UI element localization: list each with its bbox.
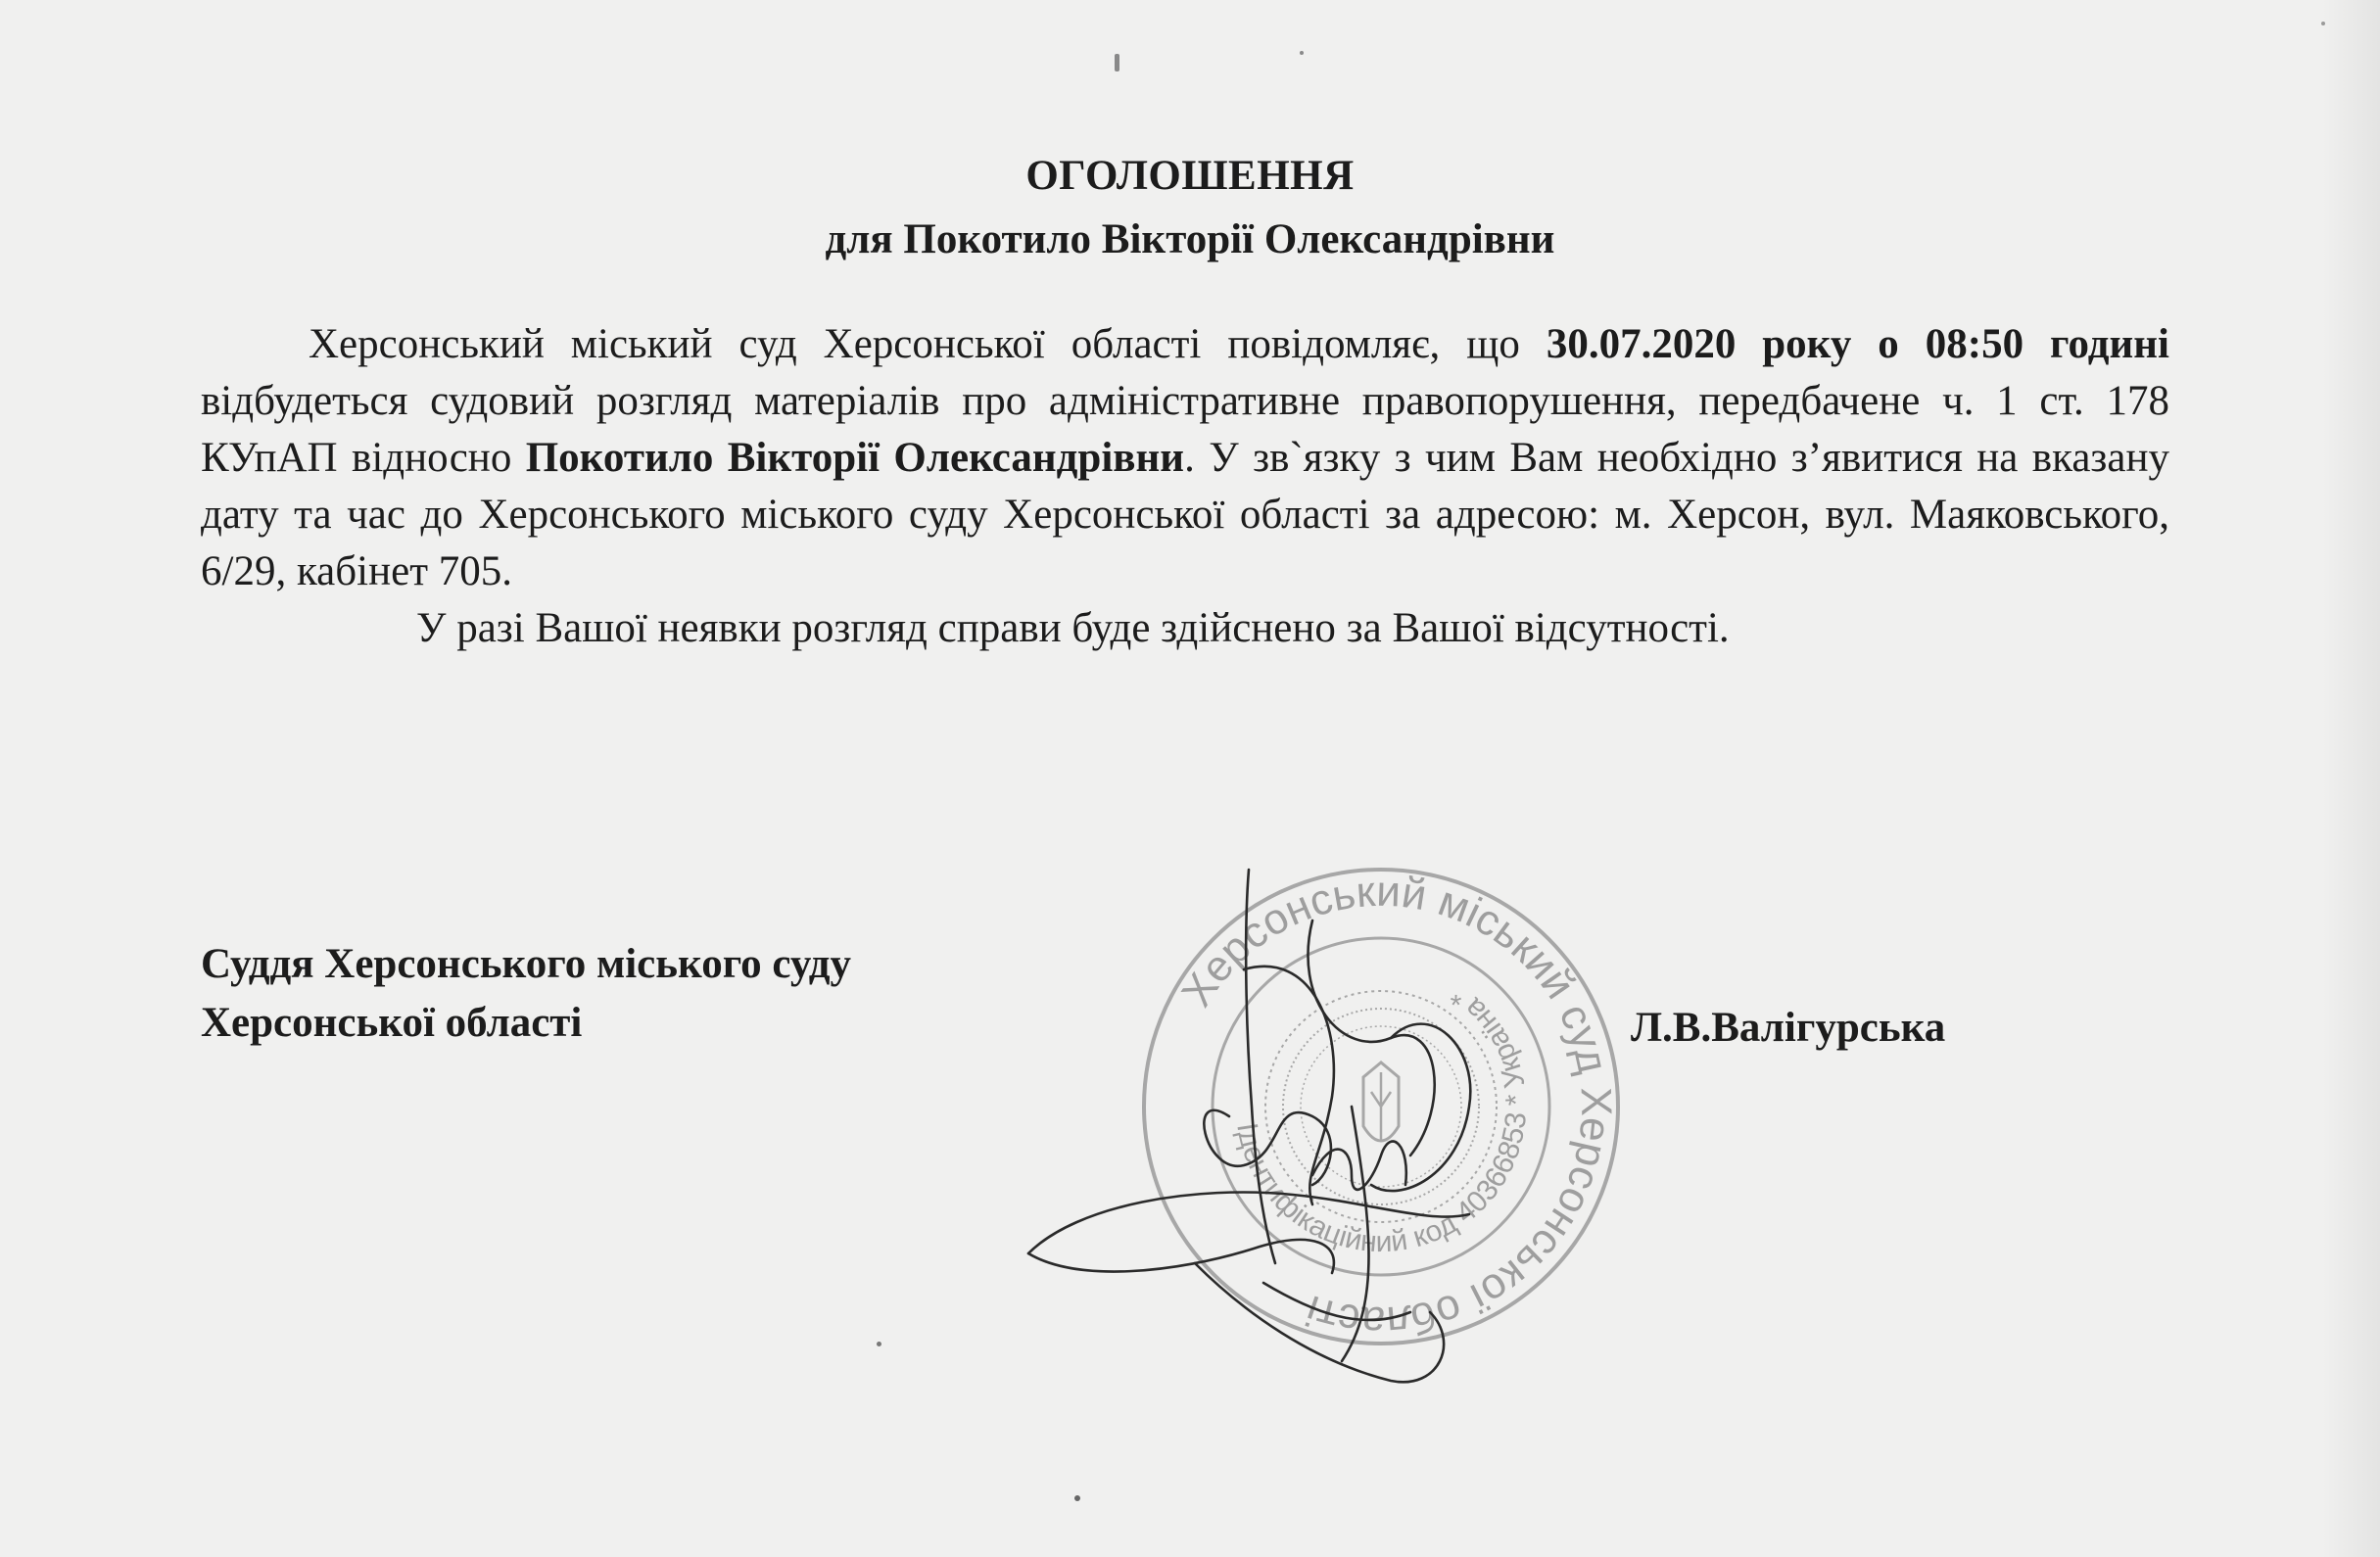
notice-paragraph-absence: У разі Вашої неявки розгляд справи буде здійснено за Вашої відсутності. [416,605,1730,651]
scan-speck [1074,1495,1080,1501]
judge-position [201,935,851,1053]
notice-body [201,316,2169,657]
document-title: ОГОЛОШЕННЯ [1025,153,1355,199]
seal-inner-text: Ідентифікаційний код 40366853 * Україна * [1230,978,1534,1259]
scan-speck [1300,51,1304,55]
judge-position-line1: Суддя Херсонського міського суду [201,941,851,987]
scan-speck [1115,54,1119,71]
scan-speck [877,1342,881,1346]
hearing-datetime: 30.07.2020 року о 08:50 годині [1546,321,2169,367]
notice-paragraph-main [201,316,2169,600]
notice-text-middle: відбудеться судовий розгляд матеріалів про адміністративне правопорушення, передбачене ч. 1 ст. 178 КУпАП відносно [201,378,2169,481]
handwritten-signature [1019,852,1528,1400]
notice-text-intro: Херсонський міський суд Херсонської області повідомляє, що [309,321,1547,367]
scan-speck [2321,22,2325,25]
document-subtitle: для Покотило Вікторії Олександрівни [825,216,1555,262]
judge-position-line2: Херсонської області [201,1000,583,1046]
notice-text-end: . У зв`язку з чим Вам необхідно з’явитися на вказану дату та час до Херсонського міського суду Херсонської області за адресою: м. Херсон, вул. Маяковського, 6/29, кабінет 705. [201,435,2169,594]
judge-name: Л.В.Валігурська [1631,1005,1946,1051]
seal-ring-text: Херсонський міський суд Херсонської області [1172,867,1621,1346]
person-name: Покотило Вікторії Олександрівни [525,435,1185,481]
